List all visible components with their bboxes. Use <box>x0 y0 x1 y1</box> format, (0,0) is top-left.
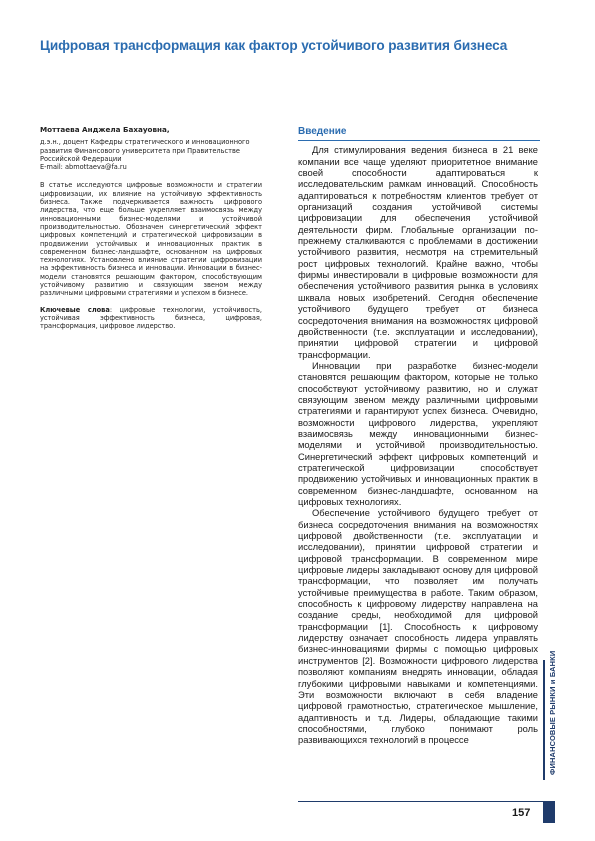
author-info-line: Российской Федерации <box>40 154 122 163</box>
author-info-line: развития Финансового университета при Правительстве <box>40 146 240 155</box>
journal-section-label: ФИНАНСОВЫЕ РЫНКИ и БАНКИ <box>548 650 557 775</box>
author-info-line: д.э.н., доцент Кафедры стратегического и инновационного <box>40 138 250 147</box>
body-paragraph: Инновации при разработке бизнес-модели становятся решающим фактором, которые не только способствуют устойчивому развитию, но и служат связующим звеном между различными цифровыми стратегиями и гарантируют успех бизнеса. Очевидно, возможности цифрового лидерства, укрепляют взаимосвязь между инновационными бизнес-моделями и устойчивой производительностью. Синергетический эффект цифровых компетенций и стратегической цифровизации способствует продвижению устойчивых и инновационных практик в современном бизнес-ландшафте, основанном на цифровых технологиях. <box>298 360 538 507</box>
keywords <box>40 306 262 331</box>
body-paragraph: Обеспечение устойчивого будущего требует от бизнеса сосредоточения внимания на возможностях цифровой двойственности (т.е. эксплуатации и исследовании), принятии цифровой стратегии и цифровой трансформации. В современном мире цифровые лидеры закладывают основу для цифровой трансформации, что позволяет им получать устойчивые преимущества в работе. Таким образом, способность к цифровому лидерству направлена на создание среды, необходимой для цифровой трансформации [1]. Способность к цифровому лидерству означает способность лидера управлять бизнес-инновациями фирмы с помощью цифровых инструментов [2]. Возможности цифрового лидерства позволяют компаниям внедрять инновации, обладая глубокими цифровыми навыками и компетенциями. Эти возможности включают в себя владение цифровой грамотностью, стратегическое мышление, адаптивность и т.д. Лидеры, обладающие такими способностями, глубоко понимают роль развивающихся технологий в процессе <box>298 508 538 746</box>
footer-corner-block <box>543 801 555 823</box>
author-name: Моттаева Анджела Бахауовна, <box>40 125 170 134</box>
body-column <box>298 126 538 747</box>
article-title: Цифровая трансформация как фактор устойчивого развития бизнеса <box>40 38 508 53</box>
section-heading: Введение <box>298 126 347 137</box>
footer-rule <box>298 801 548 802</box>
body-paragraph: Для стимулирования ведения бизнеса в 21 веке компании все чаще уделяют приоритетное внимание своей способности адаптироваться к исследовательским рамкам инноваций. Способность адаптироваться к потребностям клиентов требует от организаций создания устойчивой системы цифровизации для обеспечения устойчивой деятельности фирм. Глобальные организации по-прежнему сталкиваются с проблемами в достижении устойчивого развития, несмотря на стремительный рост цифровых технологий. Крайне важно, чтобы фирмы инвестировали в цифровые возможности для обеспечения устойчивого развития рынка в условиях шквала новых изобретений. Сегодня обеспечение устойчивого будущего требует от бизнеса сосредоточения внимания на возможностях цифровой двойственности (т.е. эксплуатации и исследовании), принятии цифровой стратегии и цифровой трансформации. <box>298 145 538 360</box>
author-column <box>40 126 262 331</box>
page-number: 157 <box>512 807 531 819</box>
author-email: E-mail: abmottaeva@fa.ru <box>40 163 127 172</box>
author-info <box>40 138 262 171</box>
keywords-label: Ключевые слова <box>40 305 110 314</box>
abstract: В статье исследуются цифровые возможности и стратегии цифровизации, их влияние на устойчивую эффективность бизнеса. Также подчеркивается важность цифрового лидерства, что еще больше укрепляет взаимосвязь между инновационными бизнес-моделями и устойчивой производительностью. Обозначен синергетический эффект цифровых компетенций и стратегической цифровизации в продвижении устойчивых и инновационных практик в современном бизнес-ландшафте, основанном на цифровых технологиях. Установлено влияние стратегии цифровизации на эффективность бизнеса и инновации. Инновации в бизнес-модели становятся решающим фактором, способствующим устойчивому развитию и связующим звеном между различными цифровыми стратегиями и успехом в бизнесе. <box>40 181 262 298</box>
keywords-text: : цифровые технологии, устойчивость, устойчивая эффективность бизнеса, цифровая, трансформация, цифровое лидерство. <box>40 305 263 331</box>
